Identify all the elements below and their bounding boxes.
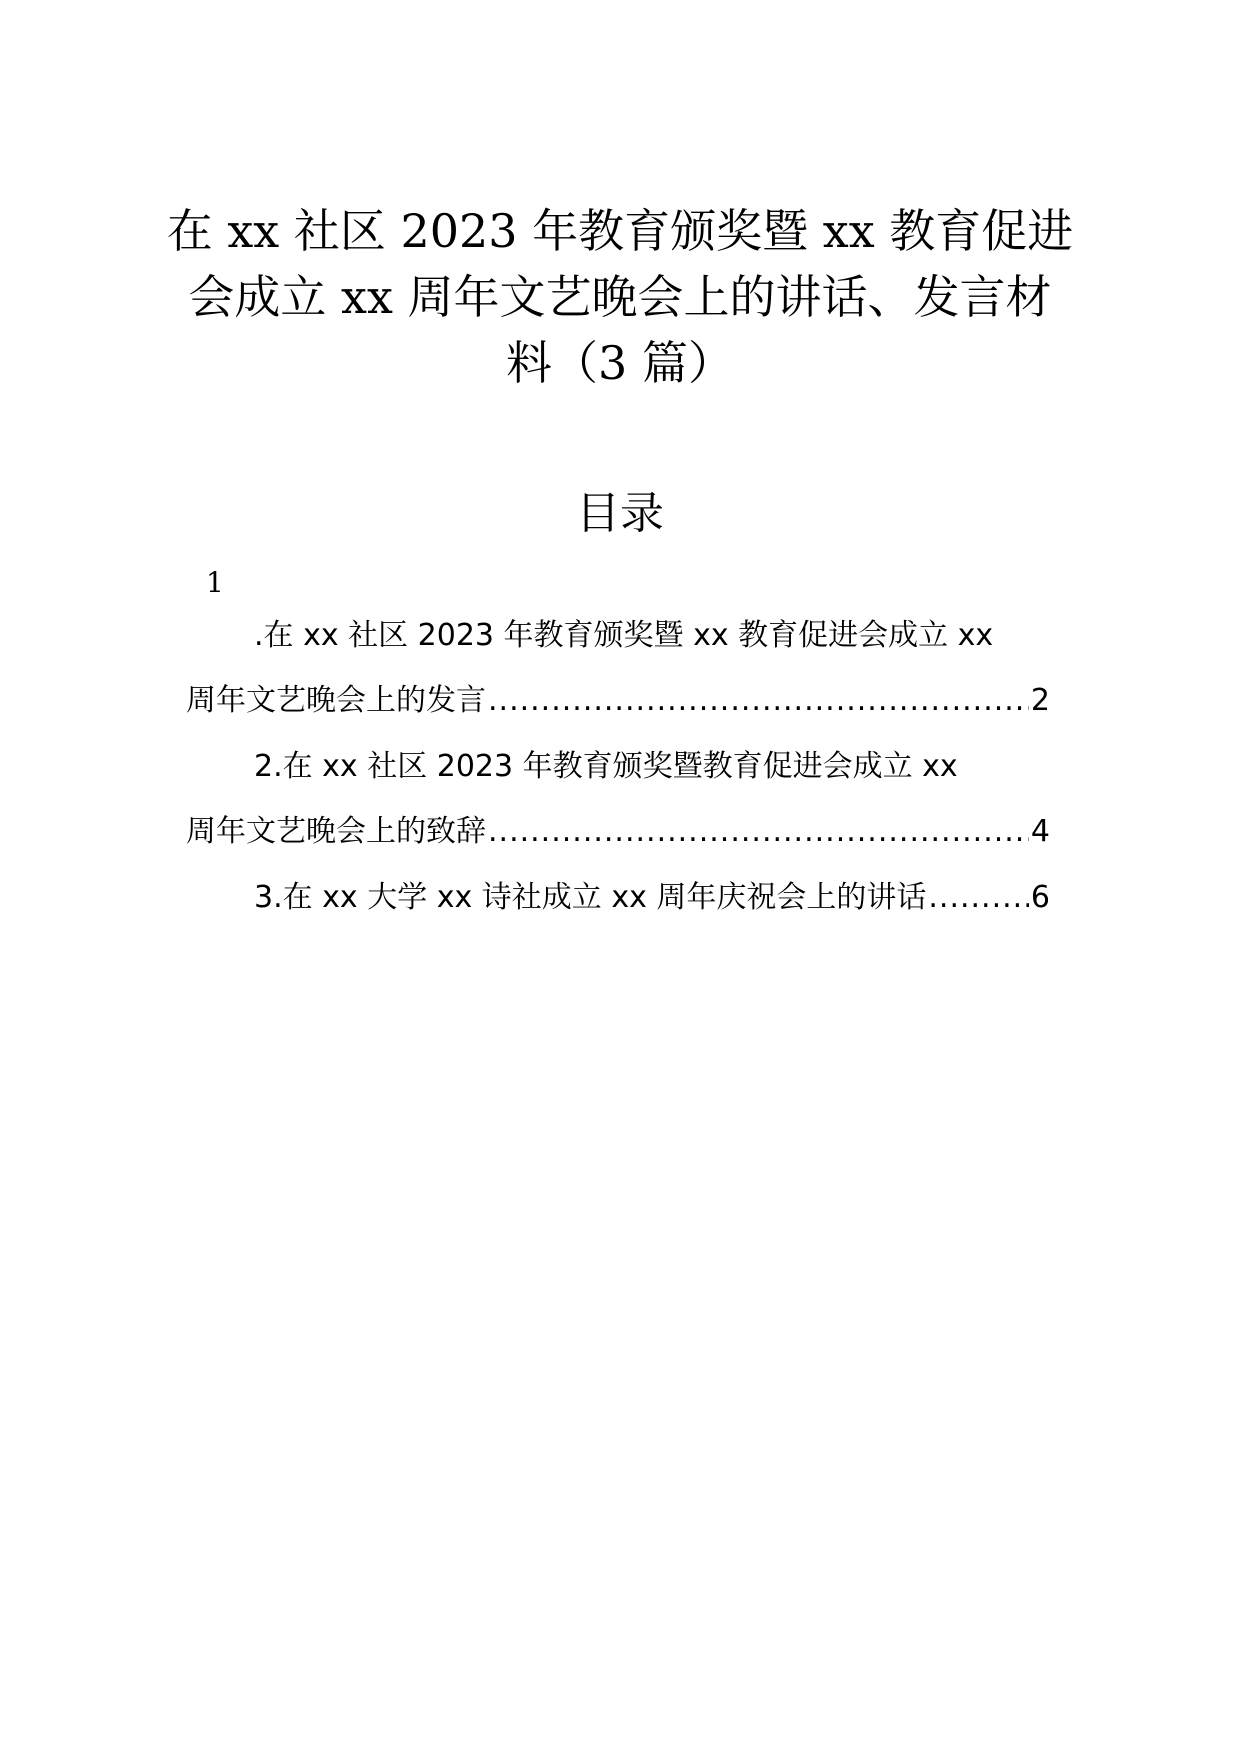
toc-entry-3-line-1[interactable]: 3.在 xx 大学 xx 诗社成立 xx 周年庆祝会上的讲话 ..... 6 bbox=[186, 876, 1050, 920]
toc-entry-1-line-2[interactable]: 周年文艺晚会上的发言 ..... 2 bbox=[186, 679, 1050, 723]
title-line-1: 在 xx 社区 2023 年教育颁奖暨 xx 教育促进 bbox=[166, 204, 1074, 258]
toc-leader-dots bbox=[488, 679, 1029, 723]
toc-page-number: 2 bbox=[1030, 683, 1050, 718]
toc-page-number: 4 bbox=[1030, 814, 1050, 849]
title-line-3: 料（3 篇） bbox=[506, 336, 734, 390]
document-title bbox=[150, 198, 1090, 396]
toc-entry-2-line-2[interactable]: 周年文艺晚会上的致辞 ..... 4 bbox=[186, 810, 1050, 854]
toc-entry-2-line-1[interactable]: 2.在 xx 社区 2023 年教育颁奖暨教育促进会成立 xx bbox=[254, 749, 958, 784]
stray-page-number: 1 bbox=[206, 566, 224, 599]
toc-leader-dots bbox=[928, 876, 1029, 920]
toc-heading: 目录 bbox=[576, 488, 664, 539]
toc-entry-1-line-1[interactable]: .在 xx 社区 2023 年教育颁奖暨 xx 教育促进会成立 xx bbox=[254, 618, 994, 653]
toc-leader-dots bbox=[488, 810, 1029, 854]
title-line-2: 会成立 xx 周年文艺晚会上的讲话、发言材 bbox=[188, 270, 1052, 324]
toc-page-number: 6 bbox=[1030, 880, 1050, 915]
